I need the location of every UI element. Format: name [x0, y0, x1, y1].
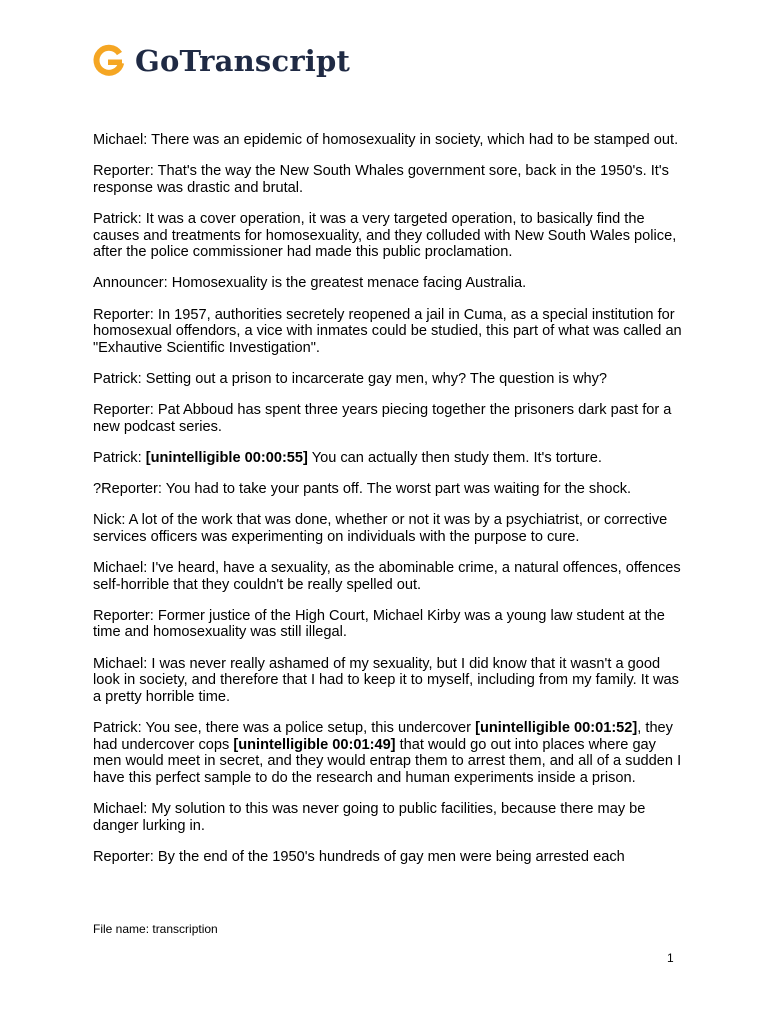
transcript-paragraph: [93, 371, 685, 388]
paragraph-text: Michael: I've heard, have a sexuality, as the abominable crime, a natural offences, offences self-horrible that they couldn't be really spelled out.: [93, 560, 681, 593]
gotranscript-logo-icon: [92, 44, 126, 78]
transcript-paragraph: [93, 608, 685, 641]
paragraph-text: Michael: I was never really ashamed of my sexuality, but I did know that it wasn't a good look in society, and therefore that I had to keep it to myself, including from my family. It was a pretty horrible time.: [93, 655, 679, 705]
transcript-paragraph: [93, 211, 685, 261]
page-number: 1: [667, 951, 674, 965]
paragraph-text: Nick: A lot of the work that was done, whether or not it was by a psychiatrist, or corrective services officers was experimenting on individuals with the purpose to cure.: [93, 512, 668, 545]
footer-file-name: File name: transcription: [93, 922, 218, 936]
transcript-paragraph: [93, 512, 685, 545]
paragraph-text: Reporter: Pat Abboud has spent three years piecing together the prisoners dark past for a new podcast series.: [93, 402, 672, 435]
paragraph-text: Michael: There was an epidemic of homosexuality in society, which had to be stamped out.: [93, 132, 679, 148]
transcript-body: [93, 132, 685, 880]
transcript-paragraph: [93, 720, 685, 786]
paragraph-text: Reporter: Former justice of the High Court, Michael Kirby was a young law student at the time and homosexuality was still illegal.: [93, 607, 665, 641]
brand-logo: [92, 40, 350, 82]
unintelligible-marker: [unintelligible 00:01:49]: [233, 736, 396, 753]
transcript-paragraph: [93, 402, 685, 435]
paragraph-text: Patrick: Setting out a prison to incarcerate gay men, why? The question is why?: [93, 370, 608, 387]
transcript-paragraph: [93, 560, 685, 593]
transcript-paragraph: [93, 656, 685, 706]
paragraph-text: Reporter: In 1957, authorities secretely reopened a jail in Cuma, as a special institution for homosexual offendors, a vice with inmates could be studied, this part of what was called an "Exhautive Scientific Investigation".: [93, 306, 682, 356]
paragraph-text: Patrick: It was a cover operation, it was a very targeted operation, to basically find the causes and treatments for homosexuality, and they colluded with New South Wales police, after the police commissioner had made this public proclamation.: [93, 210, 677, 261]
transcript-paragraph: [93, 801, 685, 834]
paragraph-text: Announcer: Homosexuality is the greatest menace facing Australia.: [93, 275, 527, 292]
unintelligible-marker: [unintelligible 00:00:55]: [145, 449, 308, 466]
transcript-paragraph: [93, 163, 685, 196]
paragraph-text: Reporter: By the end of the 1950's hundreds of gay men were being arrested each: [93, 848, 625, 865]
paragraph-text: Patrick:: [93, 449, 146, 466]
transcript-paragraph: [93, 132, 685, 149]
paragraph-text: , they had undercover cops: [93, 719, 673, 753]
transcript-paragraph: [93, 849, 685, 866]
paragraph-text: Reporter: That's the way the New South Whales government sore, back in the 1950's. It's response was drastic and brutal.: [93, 163, 669, 196]
paragraph-text: You can actually then study them. It's torture.: [307, 449, 602, 466]
transcript-paragraph: [93, 481, 685, 498]
unintelligible-marker: [unintelligible 00:01:52]: [475, 719, 638, 736]
brand-name: GoTranscript: [135, 43, 351, 78]
transcript-paragraph: [93, 450, 685, 467]
transcript-paragraph: [93, 307, 685, 357]
transcript-paragraph: [93, 275, 685, 292]
paragraph-text: Patrick: You see, there was a police setup, this undercover: [93, 719, 476, 736]
paragraph-text: Michael: My solution to this was never going to public facilities, because there may be danger lurking in.: [93, 800, 646, 834]
paragraph-text: that would go out into places where gay men would meet in secret, and they would entrap them to arrest them, and all of a sudden I have this perfect sample to do the research and human experiments inside a prison.: [93, 736, 682, 786]
paragraph-text: ?Reporter: You had to take your pants off. The worst part was waiting for the shock.: [93, 481, 632, 498]
